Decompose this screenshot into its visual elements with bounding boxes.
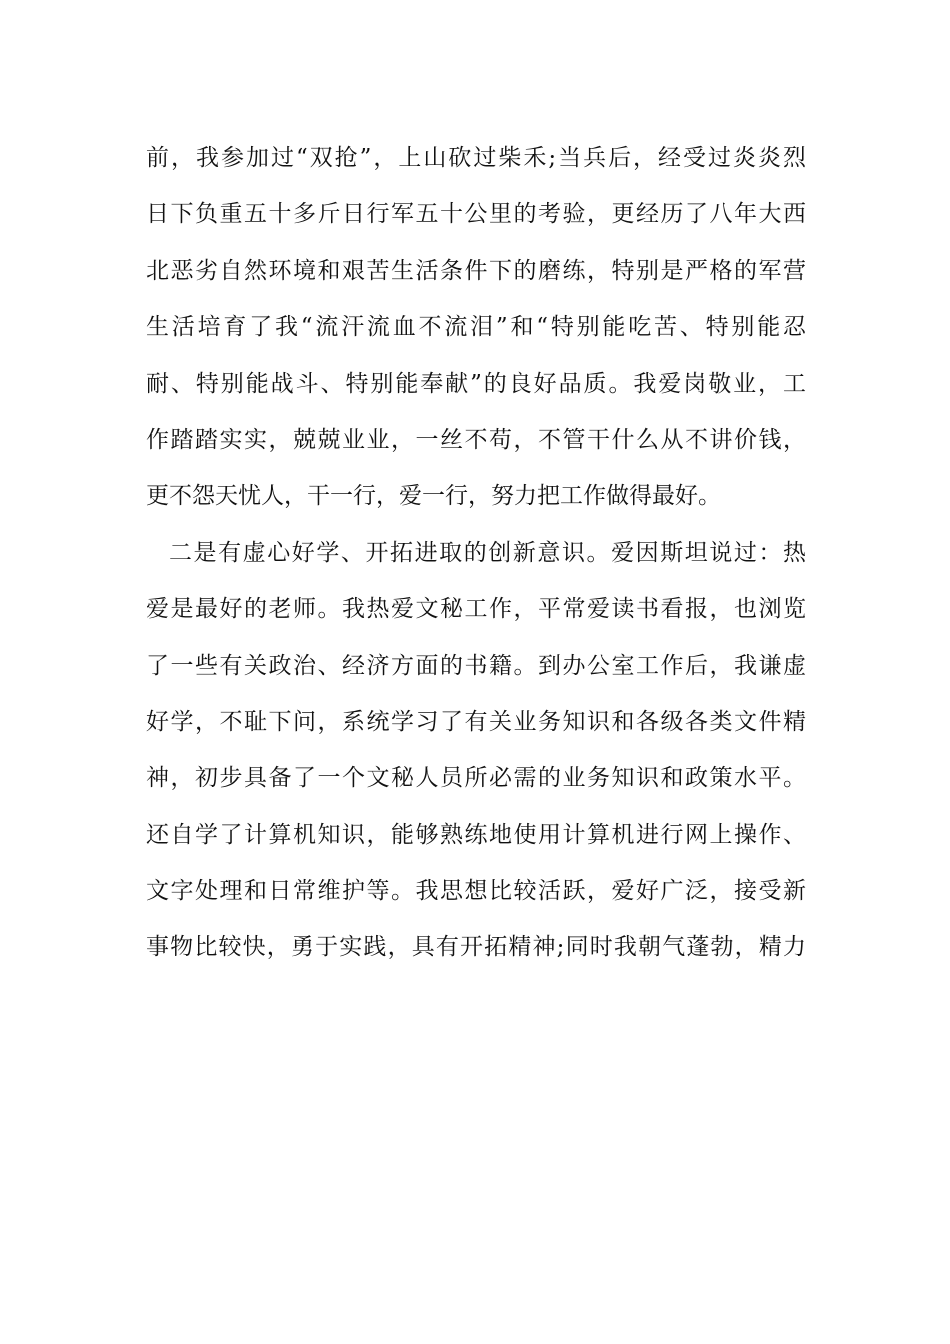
body-text	[146, 130, 806, 976]
text-line: 还自学了计算机知识，能够熟练地使用计算机进行网上操作、	[146, 821, 806, 848]
text-line: 更不怨天忧人，干一行，爱一行，努力把工作做得最好。	[146, 483, 721, 510]
text-line: 了一些有关政治、经济方面的书籍。到办公室工作后，我谦虚	[146, 652, 806, 679]
text-line: 神，初步具备了一个文秘人员所必需的业务知识和政策水平。	[146, 765, 806, 792]
text-line: 事物比较快，勇于实践，具有开拓精神;同时我朝气蓬勃，精力	[146, 934, 806, 961]
text-line: 生活培育了我“流汗流血不流泪”和“特别能吃苦、特别能忍	[146, 314, 806, 341]
text-line: 日下负重五十多斤日行军五十公里的考验，更经历了八年大西	[146, 201, 806, 228]
text-line: 北恶劣自然环境和艰苦生活条件下的磨练，特别是严格的军营	[146, 257, 806, 284]
text-line: 爱是最好的老师。我热爱文秘工作，平常爱读书看报，也浏览	[146, 596, 806, 623]
text-line: 前，我参加过“双抢”，上山砍过柴禾;当兵后，经受过炎炎烈	[146, 145, 806, 171]
text-line: 文字处理和日常维护等。我思想比较活跃，爱好广泛，接受新	[146, 878, 806, 905]
text-line: 好学，不耻下问，系统学习了有关业务知识和各级各类文件精	[146, 708, 806, 735]
paragraph-start-line: 二是有虚心好学、开拓进取的创新意识。爱因斯坦说过：热	[169, 539, 806, 566]
text-line: 耐、特别能战斗、特别能奉献”的良好品质。我爱岗敬业，工	[146, 370, 806, 397]
text-line: 作踏踏实实，兢兢业业，一丝不苟，不管干什么从不讲价钱，	[146, 426, 806, 453]
